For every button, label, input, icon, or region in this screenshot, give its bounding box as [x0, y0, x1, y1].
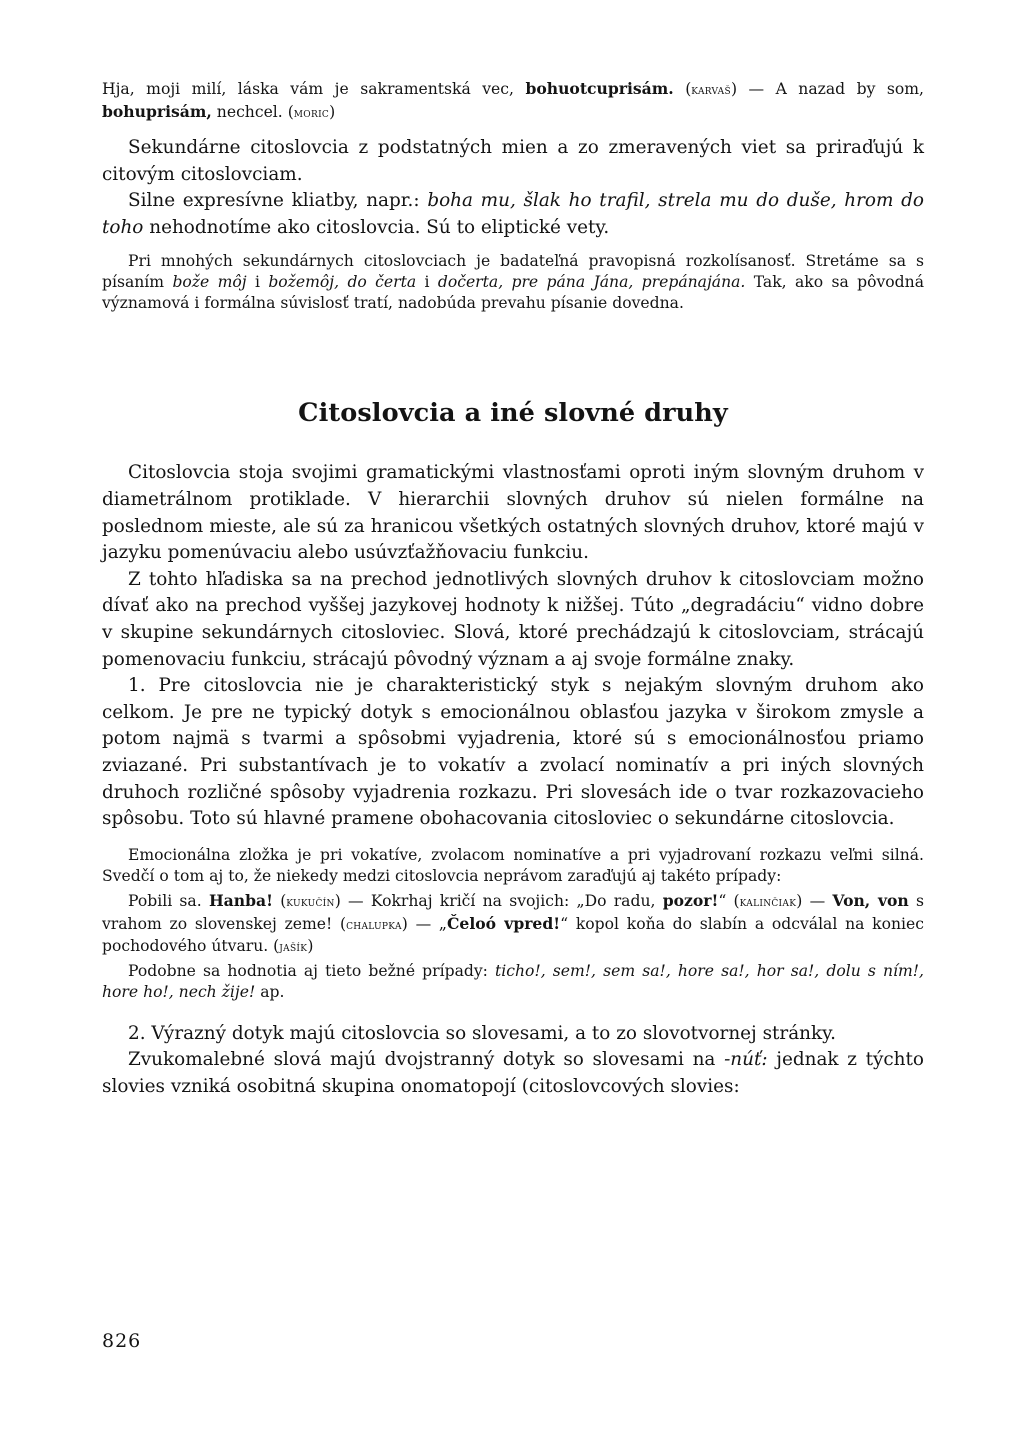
page-text [102, 78, 924, 1100]
author-jasik: jašík [279, 939, 308, 955]
paragraph-point-2: 2. Výrazný dotyk majú citoslovcia so slovesami, a to zo slovotvornej stránky. [128, 1022, 836, 1044]
paragraph-point-1: 1. Pre citoslovcia nie je charakteristický styk s nejakým slovným druhom ako celkom. Je pre ne typický dotyk s emocionálnou oblasťou jazyka v širokom zmysle a potom najmä s tvarmi a spôsobmi vyjadrenia, ktoré sú s emocionálnosťou priamo zviazané. Pri substantívach je to vokatív a zvolací nominatív a pri iných slovných druhoch rozličné spôsoby vyjadrenia rozkazu. Pri slovesách ide o tvar rozkazovacieho spôsobu. Toto sú hlavné pramene obohacovania citosloviec o sekundárne citoslovcia. [102, 675, 924, 830]
paragraph-degradation: Z tohto hľadiska sa na prechod jednotlivých slovných druhov k citoslovciam možno dívať ako na prechod vyššej jazykovej hodnoty k nižšej. Túto „degradáciu“ vidno dobre v skupine sekundárnych citosloviec. Slová, ktoré prechádzajú k citoslovciam, strácajú pomenovaciu funkciu, strácajú pôvodný význam a aj svoje formálne znaky. [102, 568, 924, 670]
paragraph-curses: Silne expresívne kliatby, napr.: boha mu, šlak ho trafil, strela mu do duše, hrom do toho nehodnotíme ako citoslovcia. Sú to eliptické vety. [102, 190, 924, 238]
paragraph-opposition: Citoslovcia stoja svojimi gramatickými vlastnosťami oproti iným slovným druhom v diametrálnom protiklade. V hierarchii slovných druhov sú nielen formálne na poslednom mieste, ale sú za hranicou všetkých ostatných slovných druhov, ktoré majú v jazyku pomenúvaciu alebo usúvzťažňovaciu funkciu. [102, 462, 924, 564]
author-karvas: karvaš [691, 83, 731, 98]
paragraph-examples: Pobili sa. Hanba! (kukučín) — Kokrhaj kričí na svojich: „Do radu, pozor!“ (kalinčiak) — Von, von s vrahom zo slovenskej zeme! (chalupka) — „Čeloó vpred!“ kopol koňa do slabín a odcválal na koniec pochodového útvaru. (jašík) [102, 890, 924, 955]
paragraph-common-cases: Podobne sa hodnotia aj tieto bežné prípady: ticho!, sem!, sem sa!, hore sa!, hor sa!, dolu s ním!, hore ho!, nech žije! ap. [102, 961, 924, 1001]
page-number: 826 [102, 1330, 142, 1352]
paragraph-onomatopoeia: Zvukomalebné slová majú dvojstranný dotyk so slovesami na -núť: jednak z týchto slovies vzniká osobitná skupina onomatopojí (citoslovcových slovies: [102, 1049, 924, 1097]
author-moric: moric [293, 106, 330, 121]
quote-karvas-moric: Hja, moji milí, láska vám je sakramentská vec, bohuotcuprisám. (karvaš) — A nazad by som, bohuprisám, nechcel. (moric) [102, 79, 924, 121]
paragraph-secondary-interjections: Sekundárne citoslovcia z podstatných mien a zo zmeravených viet sa priraďujú k citovým citoslovciam. [102, 137, 924, 185]
paragraph-orthography-note: Pri mnohých sekundárnych citoslovciach je badateľná pravopisná rozkolísanosť. Stretáme sa s písaním bože môj i božemôj, do čerta i dočerta, pre pána Jána, prepánajána. Tak, ako sa pôvodná významová i formálna súvislosť tratí, nadobúda prevahu písanie dovedna. [102, 252, 925, 313]
author-kalinciak: kalinčiak [739, 894, 797, 910]
author-kukucin: kukučín [286, 894, 335, 910]
paragraph-emotional-component: Emocionálna zložka je pri vokatíve, zvolacom nominatíve a pri vyjadrovaní rozkazu veľmi silná. Svedčí o tom aj to, že niekedy medzi citoslovcia neprávom zaraďujú aj takéto prípady: [102, 845, 924, 885]
section-heading: Citoslovcia a iné slovné druhy [298, 398, 728, 429]
author-chalupka: chalupka [346, 917, 402, 933]
